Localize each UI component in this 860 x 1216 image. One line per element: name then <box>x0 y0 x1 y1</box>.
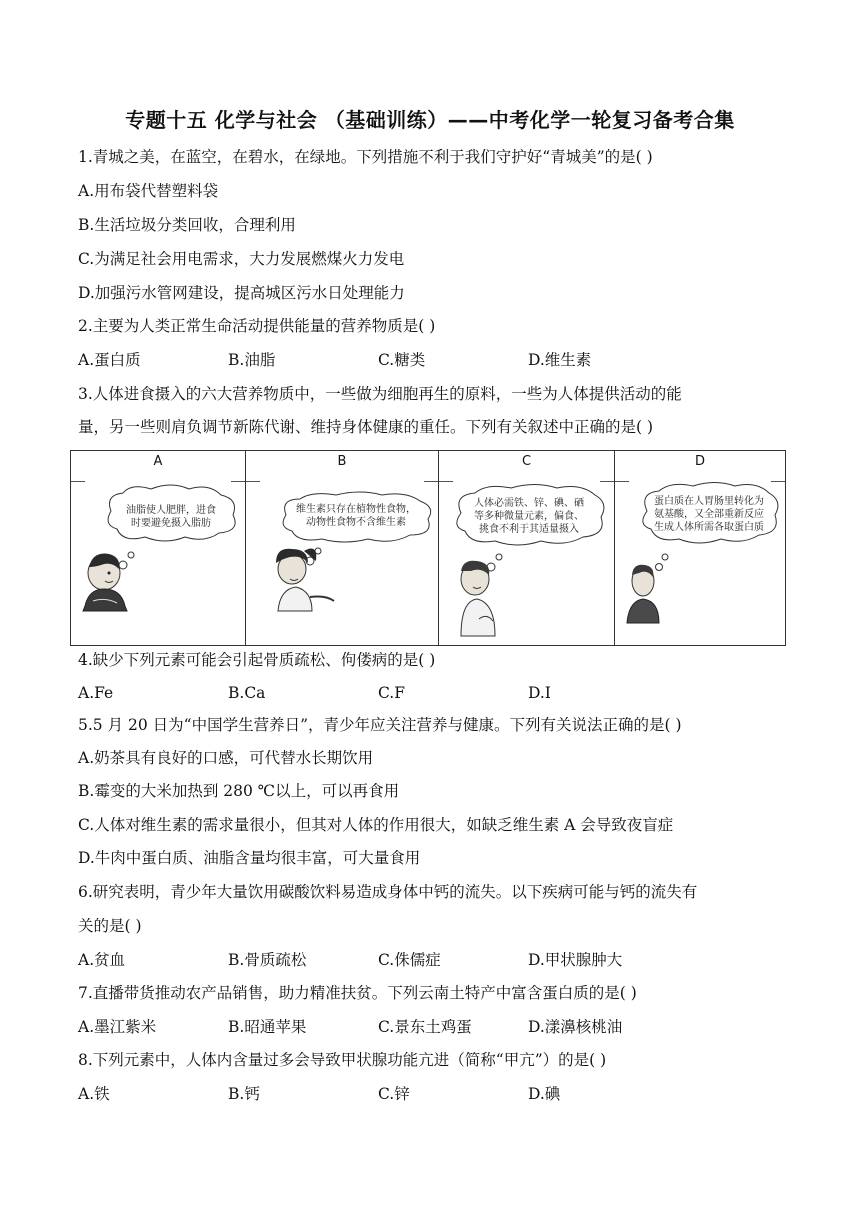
question-5-option-a: A.奶茶具有良好的口感，可代替水长期饮用 <box>78 749 374 767</box>
panel-a-text-2: 时要避免摄入脂肪 <box>131 518 211 529</box>
question-3-stem-line-1: 3.人体进食摄入的六大营养物质中，一些做为细胞再生的原料，一些为人体提供活动的能 <box>78 385 682 403</box>
panel-b-text-2: 动物性食物不含维生素 <box>306 517 406 528</box>
boy-figure-icon <box>71 451 246 645</box>
question-8-option-c: C.锌 <box>378 1085 410 1103</box>
question-5-stem: 5.5 月 20 日为“中国学生营养日”，青少年应关注营养与健康。下列有关说法正确的是( ) <box>78 716 682 734</box>
girl-figure-icon <box>246 451 439 645</box>
question-6-option-a: A.贫血 <box>78 951 126 969</box>
panel-a-text-1: 油脂使人肥胖，进食 <box>126 505 216 516</box>
question-1-option-c: C.为满足社会用电需求，大力发展燃煤火力发电 <box>78 250 405 268</box>
question-7-stem: 7.直播带货推动农产品销售，助力精准扶贫。下列云南土特产中富含蛋白质的是( ) <box>78 984 637 1002</box>
panel-d <box>615 451 785 645</box>
question-1-stem: 1.青城之美，在蓝空，在碧水，在绿地。下列措施不利于我们守护好“青城美”的是( ) <box>78 148 653 166</box>
question-8-option-a: A.铁 <box>78 1085 110 1103</box>
panel-c-text-2: 等多种微量元素，偏食、 <box>474 511 584 522</box>
question-2-option-a: A.蛋白质 <box>78 351 141 369</box>
question-5-option-b: B.霉变的大米加热到 280 ℃以上，可以再食用 <box>78 782 400 800</box>
question-5-option-c: C.人体对维生素的需求量很小，但其对人体的作用很大，如缺乏维生素 A 会导致夜盲症 <box>78 816 674 834</box>
panel-a-label: A <box>153 454 163 469</box>
question-4-option-d: D.I <box>528 684 551 702</box>
question-7-option-c: C.景东土鸡蛋 <box>378 1018 472 1036</box>
page-title: 专题十五 化学与社会 （基础训练）——中考化学一轮复习备考合集 <box>125 108 735 132</box>
question-8-option-b: B.钙 <box>228 1085 260 1103</box>
question-1-option-a: A.用布袋代替塑料袋 <box>78 182 219 200</box>
question-6-option-d: D.甲状腺肿大 <box>528 951 623 969</box>
panel-c-text-3: 挑食不利于其适量摄入 <box>479 524 579 535</box>
panel-c-label: C <box>521 454 532 469</box>
question-8-stem: 8.下列元素中，人体内含量过多会导致甲状腺功能亢进（简称“甲亢”）的是( ) <box>78 1051 607 1069</box>
question-3-stem-line-2: 量，另一些则肩负调节新陈代谢、维持身体健康的重任。下列有关叙述中正确的是( ) <box>78 418 654 436</box>
question-8-option-d: D.碘 <box>528 1085 561 1103</box>
question-5-option-d: D.牛肉中蛋白质、油脂含量均很丰富，可大量食用 <box>78 849 421 867</box>
question-7-option-b: B.昭通苹果 <box>228 1018 307 1036</box>
panel-d-text-3: 生成人体所需各取蛋白质 <box>654 522 764 533</box>
question-2-option-c: C.糖类 <box>378 351 426 369</box>
panel-b-text-1: 维生素只存在植物性食物， <box>296 504 416 515</box>
panel-d-text-1: 蛋白质在人胃肠里转化为 <box>654 496 764 507</box>
question-1-option-b: B.生活垃圾分类回收，合理利用 <box>78 216 296 234</box>
question-2-stem: 2.主要为人类正常生命活动提供能量的营养物质是( ) <box>78 317 436 335</box>
question-4-stem: 4.缺少下列元素可能会引起骨质疏松、佝偻病的是( ) <box>78 651 436 669</box>
question-1-option-d: D.加强污水管网建设，提高城区污水日处理能力 <box>78 284 405 302</box>
question-2-option-b: B.油脂 <box>228 351 276 369</box>
panel-d-label: D <box>694 454 705 469</box>
question-4-option-c: C.F <box>378 684 405 702</box>
question-6-stem-line-1: 6.研究表明，青少年大量饮用碳酸饮料易造成身体中钙的流失。以下疾病可能与钙的流失有 <box>78 883 698 901</box>
question-7-option-a: A.墨江紫米 <box>78 1018 157 1036</box>
question-2-option-d: D.维生素 <box>528 351 592 369</box>
question-7-option-d: D.漾濞核桃油 <box>528 1018 623 1036</box>
question-6-stem-line-2: 关的是( ) <box>78 917 142 935</box>
panel-d-text-2: 氨基酸，又全部重新反应 <box>654 509 764 520</box>
panel-c-text-1: 人体必需铁、锌、碘、硒 <box>474 498 584 509</box>
question-6-option-c: C.侏儒症 <box>378 951 441 969</box>
boy-figure-icon <box>439 451 615 645</box>
man-figure-icon <box>615 451 785 645</box>
panel-b-label: B <box>337 454 347 469</box>
question-6-option-b: B.骨质疏松 <box>228 951 307 969</box>
panel-a <box>71 451 246 645</box>
question-4-option-b: B.Ca <box>228 684 266 702</box>
panel-c <box>439 451 615 645</box>
question-4-option-a: A.Fe <box>78 684 114 702</box>
question-3-figure <box>70 450 786 646</box>
panel-b <box>246 451 439 645</box>
